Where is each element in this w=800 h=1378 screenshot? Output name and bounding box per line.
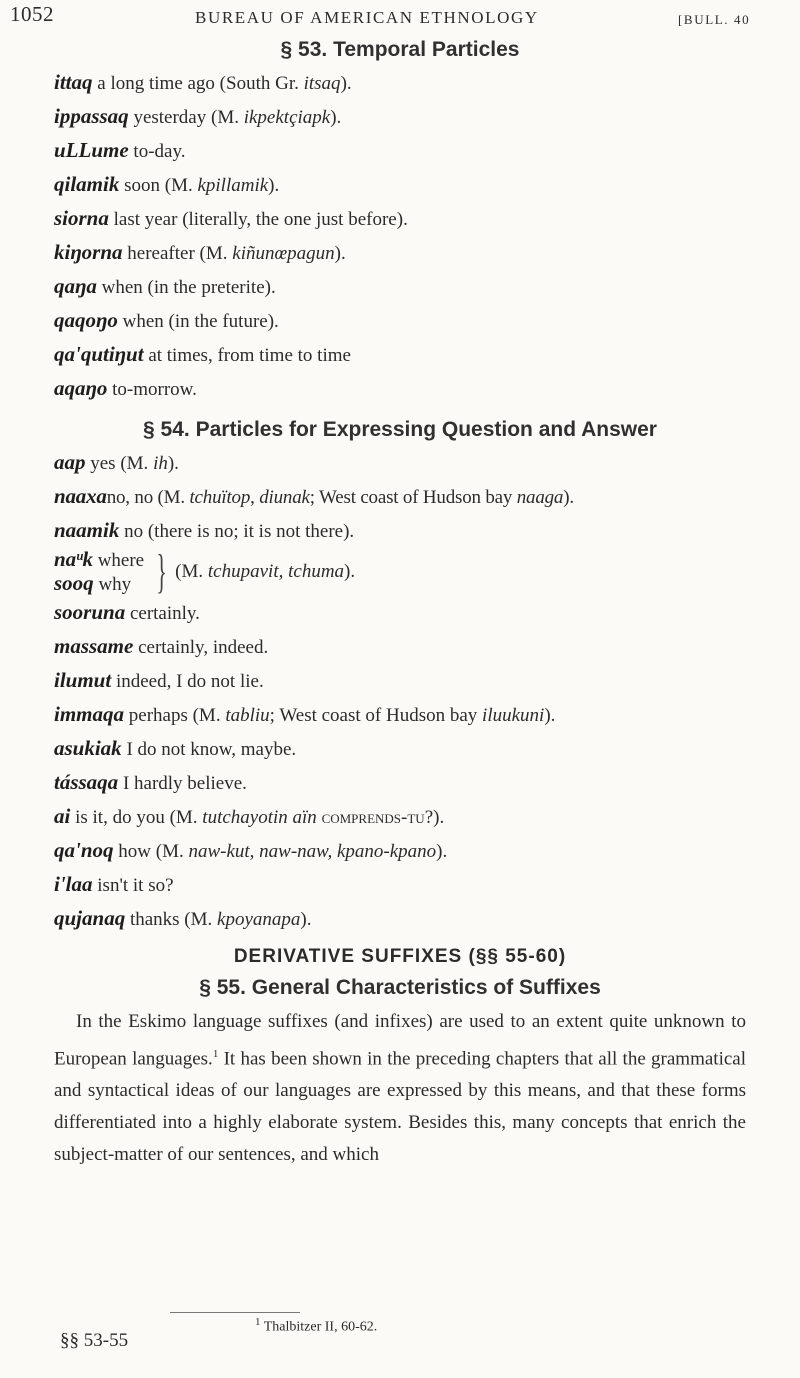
entry-ilaa: i'laa isn't it so? — [54, 872, 174, 896]
entry-where: naᵘk where — [54, 547, 145, 571]
page-footer — [0, 1312, 800, 1372]
entry-asukiak: asukiak I do not know, maybe. — [54, 736, 297, 760]
page-number: 1052 — [10, 2, 54, 26]
entry-naamik: naamik no (there is no; it is not there). — [54, 518, 355, 542]
page-header — [0, 0, 800, 40]
entry-53-3: qilamik soon (M. kpillamik). — [54, 172, 280, 196]
derivative-suffixes-heading: DERIVATIVE SUFFIXES (§§ 55-60) — [233, 946, 567, 967]
entry-why: sooq why — [54, 571, 132, 595]
group-gloss: (M. tchupavit, tchuma). — [175, 561, 356, 582]
section-55-heading: § 55. General Characteristics of Suffixes — [199, 976, 601, 999]
section-53-entries — [0, 66, 800, 406]
entry-immaqa: immaqa perhaps (M. tabliu; West coast of Hudson bay iluukuni). — [54, 702, 556, 726]
footnote-rule — [170, 1312, 300, 1313]
entry-53-0: ittaq a long time ago (South Gr. itsaq). — [54, 70, 352, 94]
section-53-heading: § 53. Temporal Particles — [280, 38, 520, 61]
entry-massame: massame certainly, indeed. — [54, 634, 269, 658]
entry-53-8: qa'qutiŋut at times, from time to time — [54, 342, 351, 366]
running-title: BUREAU OF AMERICAN ETHNOLOGY — [195, 8, 539, 27]
entry-sooruna: sooruna certainly. — [54, 600, 200, 624]
section-range: §§ 53-55 — [60, 1330, 129, 1351]
footnote: $^1$ Thalbitzer II, 60-62. — [255, 1316, 378, 1335]
entry-tassaqa: tássaqa I hardly believe. — [54, 770, 247, 794]
footnote-ref: 1 — [212, 1048, 219, 1060]
entry-ilumut: ilumut indeed, I do not lie. — [54, 668, 264, 692]
entry-53-6: qaŋa when (in the preterite). — [54, 274, 276, 298]
entry-qujanaq: qujanaq thanks (M. kpoyanapa). — [54, 906, 312, 930]
entry-53-7: qaqoŋo when (in the future). — [54, 308, 279, 332]
entry-53-5: kiŋorna hereafter (M. kiñunœpagun). — [54, 240, 346, 264]
group-lines — [54, 548, 144, 596]
body-paragraph: In the Eskimo language suffixes (and infixes) are used to an extent quite unknown to European languages.$^1$ It has been shown in the preceding chapters that all the grammatical and syntactical ideas of our languages are expressed by this means, and that these forms differentiated into a highly elaborate system. Besides this, many concepts that enrich the subject-matter of our sentences, and which — [54, 1011, 746, 1166]
entry-qanoq: qa'noq how (M. naw-kut, naw-naw, kpano-kpano). — [54, 838, 448, 862]
entry-ai: ai is it, do you (M. tutchayotin aïn comprends-tu?). — [54, 804, 445, 828]
entry-53-2: uLLume to-day. — [54, 138, 186, 162]
entry-group-where-why — [54, 545, 800, 598]
section-54-heading: § 54. Particles for Expressing Question and Answer — [143, 418, 657, 441]
entry-53-4: siorna last year (literally, the one just before). — [54, 206, 408, 230]
entry-aap: aap yes (M. ih). — [54, 450, 179, 474]
entry-53-1: ippassaq yesterday (M. ikpektçiapk). — [54, 104, 342, 128]
bulletin-ref: [BULL. 40 — [678, 12, 751, 27]
entry-53-9: aqaŋo to-morrow. — [54, 376, 197, 400]
entry-naaxa: naaxano, no (M. tchuïtop, diunak; West coast of Hudson bay naaga). — [54, 484, 574, 508]
brace: } — [156, 545, 167, 598]
page-content — [0, 38, 800, 1171]
